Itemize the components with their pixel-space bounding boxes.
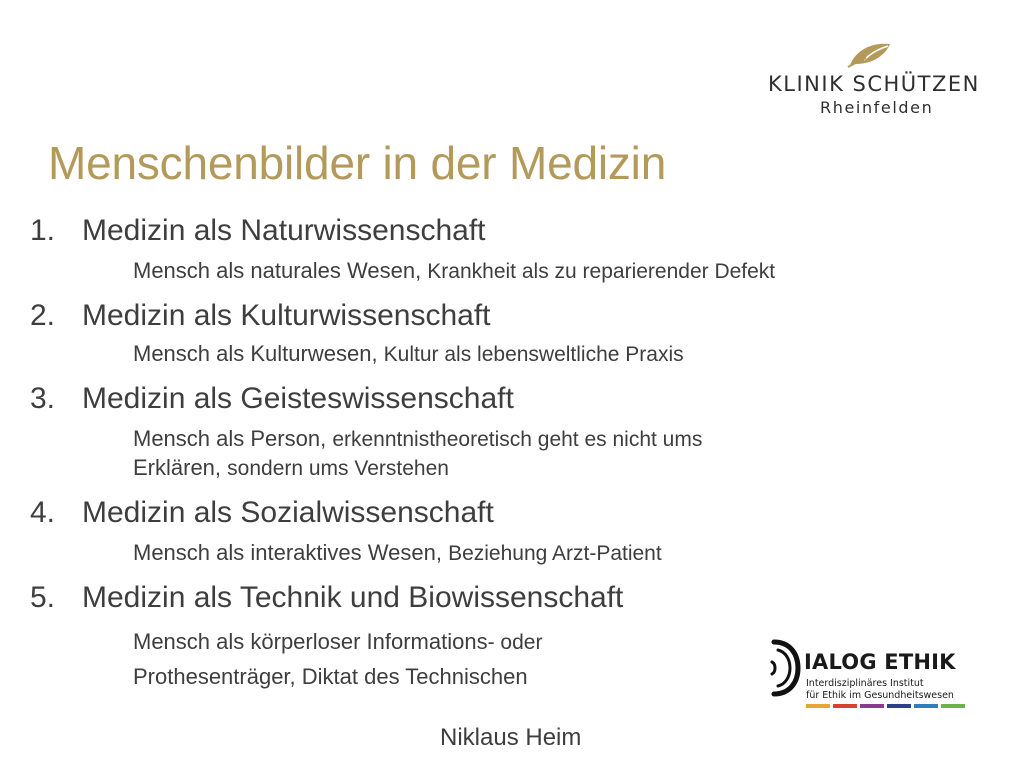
color-stripe (806, 704, 830, 708)
page-title: Menschenbilder in der Medizin (48, 137, 667, 189)
dialog-logo-subtitle: Interdisziplinäres Institut (806, 678, 924, 689)
clinic-name: KLINIK SCHÜTZEN (768, 72, 980, 96)
item-number: 5. (30, 581, 56, 614)
item-heading (30, 299, 1010, 339)
item-heading (30, 382, 1010, 422)
clinic-city: Rheinfelden (820, 98, 934, 117)
list-item (30, 496, 1010, 569)
dialog-logo-subtitle: für Ethik im Gesundheitswesen (806, 690, 954, 701)
list-item (30, 299, 1010, 370)
dialog-logo-title: IALOG ETHIK (804, 650, 956, 674)
item-heading-text: Medizin als Technik und Biowissenschaft (82, 581, 624, 614)
item-heading-text: Medizin als Kulturwissenschaft (82, 299, 491, 332)
color-stripe (887, 704, 911, 708)
outline-list (30, 214, 1010, 695)
dialog-ethik-logo (768, 638, 954, 714)
description-tail: Krankheit als zu reparierender Defekt (427, 260, 776, 283)
item-description (30, 538, 1010, 569)
item-number: 4. (30, 496, 56, 529)
clinic-logo (764, 40, 984, 120)
description-tail: Kultur als lebensweltliche Praxis (383, 343, 684, 366)
description-lead: Erklären, (133, 455, 228, 480)
description-tail: sondern ums Verstehen (227, 457, 449, 480)
item-description (30, 256, 1010, 287)
item-heading (30, 581, 1010, 621)
description-lead: Prothesenträger, Diktat des Technischen (133, 664, 528, 689)
item-heading-text: Medizin als Sozialwissenschaft (82, 496, 494, 529)
description-tail: erkenntnistheoretisch geht es nicht ums (332, 428, 703, 451)
list-item (30, 214, 1010, 287)
item-description (30, 424, 1010, 455)
color-stripe (833, 704, 857, 708)
description-lead: Mensch als naturales Wesen, (133, 258, 428, 283)
item-number: 1. (30, 214, 56, 247)
description-lead: Mensch als körperloser Informations (133, 629, 488, 654)
description-lead: Mensch als Person, (133, 426, 333, 451)
leaf-icon (846, 40, 896, 68)
description-tail: Beziehung Arzt-Patient (448, 542, 662, 565)
item-number: 3. (30, 382, 56, 415)
item-description (30, 339, 1010, 370)
author-name: Niklaus Heim (440, 724, 582, 751)
dialog-d-icon (768, 638, 804, 698)
description-lead: Mensch als interaktives Wesen, (133, 540, 449, 565)
item-description (30, 455, 1010, 482)
dialog-logo-color-stripes (806, 704, 965, 708)
color-stripe (860, 704, 884, 708)
item-number: 2. (30, 299, 56, 332)
list-item (30, 382, 1010, 482)
description-lead: Mensch als Kulturwesen, (133, 341, 384, 366)
color-stripe (914, 704, 938, 708)
description-tail: - oder (487, 631, 543, 654)
item-heading-text: Medizin als Geisteswissenschaft (82, 382, 514, 415)
item-heading (30, 214, 1010, 254)
color-stripe (941, 704, 965, 708)
item-heading (30, 496, 1010, 536)
item-heading-text: Medizin als Naturwissenschaft (82, 214, 486, 247)
